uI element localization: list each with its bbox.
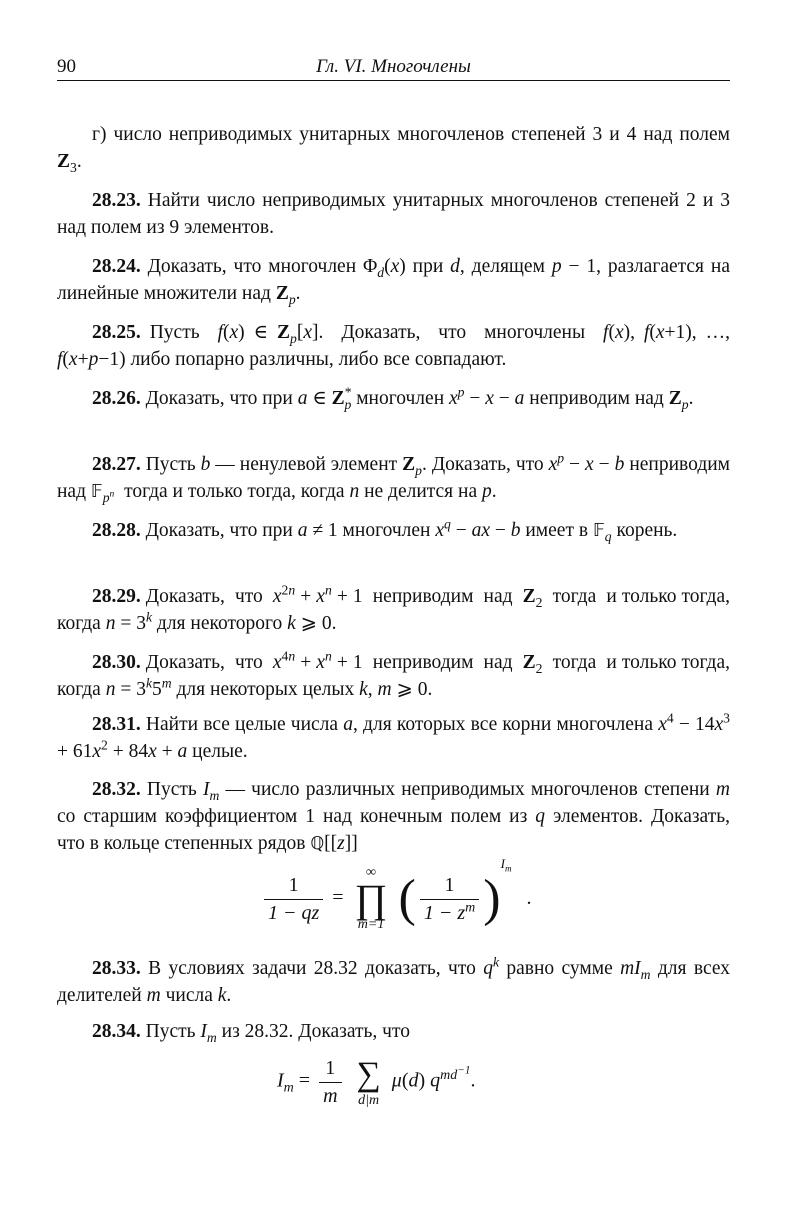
problem-number: 28.29. <box>92 586 141 607</box>
problem-number: 28.26. <box>92 388 141 409</box>
problem-number: 28.23. <box>92 190 141 211</box>
problem-number: 28.31. <box>92 714 141 735</box>
problem-28-31: 28.31. Найти все целые числа a, для которых все корни многочлена $x^4 - 14x^3 + 61x^2 + 84x + a$ целые. <box>57 710 730 762</box>
problem-number: 28.33. <box>92 958 141 979</box>
problem-28-22-g: г) число неприводимых унитарных многочленов степеней 3 и 4 над полем $Z_3$. <box>57 124 730 175</box>
problem-28-24: 28.24. Доказать, что многочлен $\Phi_d(x)$ при d, делящем p − 1, разлагается на линейные множители над $Z_p$. <box>57 256 730 307</box>
problem-28-32: 28.32. Пусть $I_m$ — число различных неприводимых многочленов степени m со старшим коэффициентом 1 над конечным полем из q элементов. Доказать, что в кольце степенных рядов ℚ[[z]] <box>57 779 730 854</box>
page-header <box>57 56 730 81</box>
page-number: 90 <box>57 56 76 77</box>
formula-mobius: $I_m$ = $\frac{1}{m}$ ∑ d|m μ(d) $q^{md^{-1}}$. <box>277 1056 476 1108</box>
problem-28-26: 28.26. Доказать, что при a ∈ $Z^*_p$ многочлен $x^p - x - a$ неприводим над $Z_p$. <box>92 384 694 412</box>
problem-number: 28.30. <box>92 652 141 673</box>
problem-28-25: 28.25. Пусть f(x) ∈ $Z_p[x]$. Доказать, что многочлены f(x), f(x+1), …, f(x+p−1) либо попарно различны, либо все совпадают. <box>57 322 730 370</box>
problem-number: 28.34. <box>92 1021 141 1042</box>
running-title: Гл. VI. Многочлены <box>316 56 471 77</box>
problem-28-27: 28.27. Пусть b — ненулевой элемент $Z_p$. Доказать, что $x^p - x - b$ неприводим над 𝔽$_{p^n}$ тогда и только тогда, когда n не делится на p. <box>57 450 731 505</box>
problem-number: 28.28. <box>92 520 141 541</box>
formula-product: $\frac{1}{1 - qz}$ = ∞ ∏ m=1 ( $\frac{1}{1 - z^m}$ )$^{I_m}$ . <box>260 866 532 932</box>
problem-28-34: 28.34. Пусть $I_m$ из 28.32. Доказать, что <box>92 1021 411 1045</box>
problem-28-33: 28.33. В условиях задачи 28.32 доказать, что $q^k$ равно сумме $mI_m$ для всех делителей m числа k. <box>57 954 730 1006</box>
problem-28-28: 28.28. Доказать, что при a ≠ 1 многочлен $x^q$ − ax − b имеет в 𝔽$_q$ корень. <box>92 516 678 544</box>
problem-28-29: 28.29. Доказать, что $x^{2n} + x^n + 1$ неприводим над $Z_2$ тогда и только тогда, когда $n = 3^k$ для некоторого k ⩾ 0. <box>57 582 730 634</box>
problem-28-30: 28.30. Доказать, что $x^{4n} + x^n + 1$ неприводим над $Z_2$ тогда и только тогда, когда $n = 3^k5^m$ для некоторых целых k, m ⩾ 0. <box>57 648 730 700</box>
problem-28-23: 28.23. Найти число неприводимых унитарных многочленов степеней 2 и 3 над полем из 9 элементов. <box>57 190 730 238</box>
problem-number: 28.24. <box>92 256 141 277</box>
problem-number: 28.32. <box>92 779 141 800</box>
problem-number: 28.25. <box>92 322 141 343</box>
problem-number: 28.27. <box>92 454 141 475</box>
